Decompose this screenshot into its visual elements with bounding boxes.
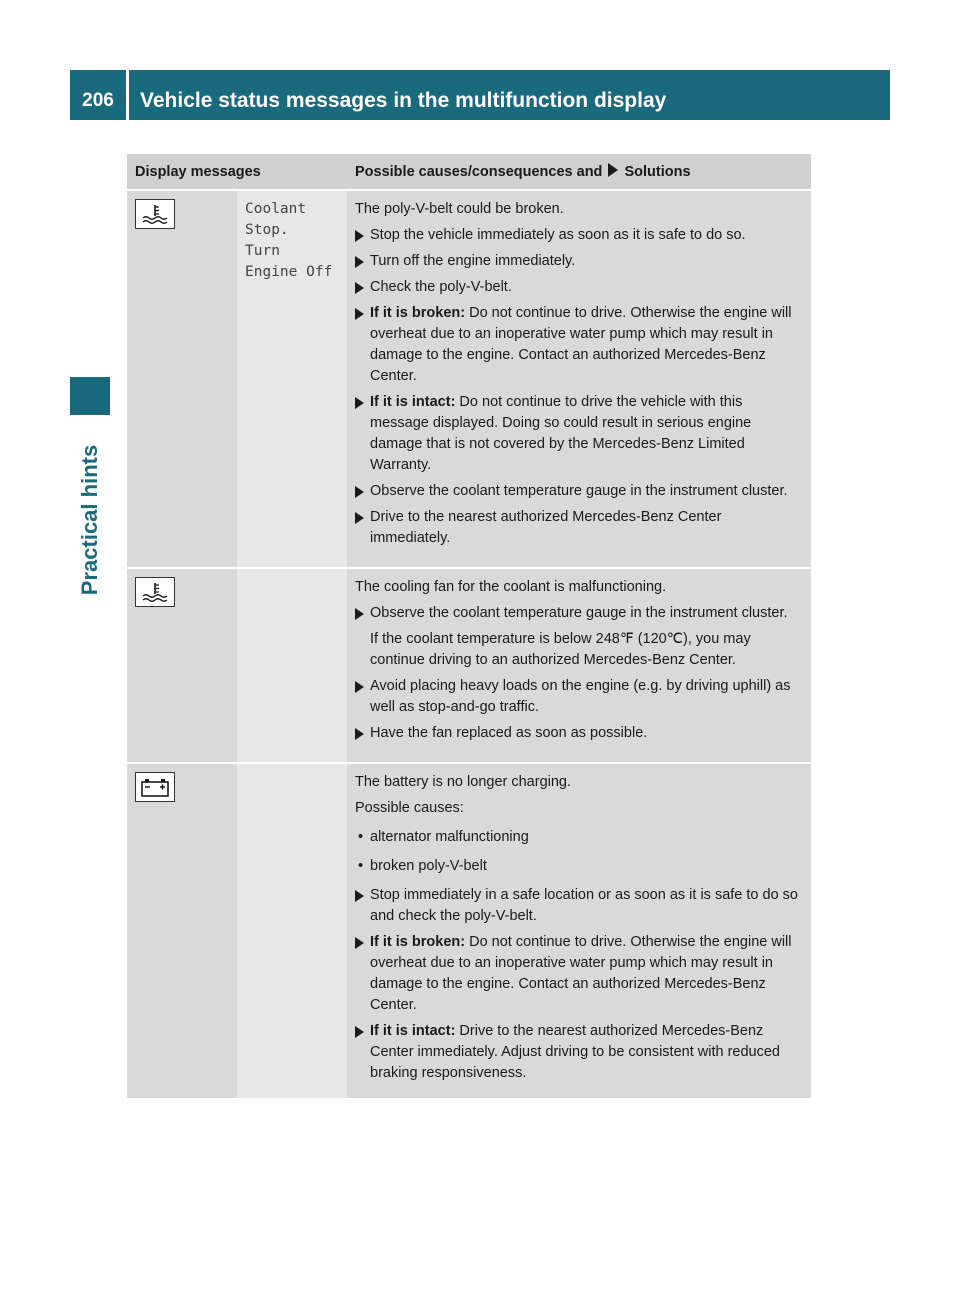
side-tab-label: Practical hints bbox=[77, 444, 103, 596]
cause-text: The poly-V-belt could be broken. bbox=[355, 201, 564, 217]
side-tab bbox=[70, 420, 110, 620]
solution-step: If it is intact: Drive to the nearest authorized Mercedes-Benz Center immediately. Adjust driving to be consistent with reduced braking responsiveness. bbox=[355, 1021, 803, 1084]
causes-label: Possible causes: bbox=[355, 800, 464, 816]
solution-cell bbox=[347, 190, 811, 568]
cause-bullet: • alternator malfunctioning bbox=[355, 827, 803, 848]
solution-step: If it is broken: Do not continue to drive. Otherwise the engine will overheat due to an inoperative water pump which may result in damage to the engine. Contact an authorized Mercedes-Benz Center. bbox=[355, 303, 803, 387]
solution-step: If it is broken: Do not continue to drive. Otherwise the engine will overheat due to an inoperative water pump which may result in damage to the engine. Contact an authorized Mercedes-Benz Center. bbox=[355, 932, 803, 1016]
arrow-icon bbox=[608, 163, 618, 177]
solution-step: If it is intact: Do not continue to drive the vehicle with this message displayed. Doing so could result in serious engine damage that is not covered by the Mercedes-Benz Limited Warranty. bbox=[355, 392, 803, 476]
message-cell bbox=[237, 190, 347, 568]
solution-cell bbox=[347, 568, 811, 763]
solution-step: Drive to the nearest authorized Mercedes-Benz Center immediately. bbox=[355, 507, 803, 549]
battery-icon bbox=[135, 772, 175, 802]
header-divider bbox=[126, 70, 129, 120]
icon-cell bbox=[127, 763, 237, 1098]
solution-step: Observe the coolant temperature gauge in the instrument cluster. bbox=[355, 603, 803, 624]
solution-step: Avoid placing heavy loads on the engine (e.g. by driving uphill) as well as stop-and-go traffic. bbox=[355, 676, 803, 718]
solution-step: Observe the coolant temperature gauge in the instrument cluster. bbox=[355, 481, 803, 502]
table-row bbox=[127, 568, 811, 763]
side-tab-marker bbox=[70, 377, 110, 415]
solution-step: Check the poly-V-belt. bbox=[355, 277, 803, 298]
table-row bbox=[127, 763, 811, 1098]
solution-step: Turn off the engine immediately. bbox=[355, 251, 803, 272]
header-solutions: Possible causes/consequences and Solutions bbox=[347, 154, 811, 190]
message-cell bbox=[237, 568, 347, 763]
table-header-row bbox=[127, 154, 811, 190]
solution-note: If the coolant temperature is below 248℉ (120℃), you may continue driving to an authorized Mercedes-Benz Center. bbox=[370, 631, 751, 668]
solution-step: Stop the vehicle immediately as soon as it is safe to do so. bbox=[355, 225, 803, 246]
cause-bullet: • broken poly-V-belt bbox=[355, 856, 803, 877]
table-row bbox=[127, 190, 811, 568]
solution-step: Stop immediately in a safe location or as soon as it is safe to do so and check the poly-V-belt. bbox=[355, 885, 803, 927]
message-cell bbox=[237, 763, 347, 1098]
cause-text: The battery is no longer charging. bbox=[355, 774, 572, 790]
header-display-messages: Display messages bbox=[127, 154, 347, 190]
display-message: Coolant Stop. Turn Engine Off bbox=[245, 201, 333, 280]
icon-cell bbox=[127, 190, 237, 568]
page-number: 206 bbox=[82, 90, 114, 111]
status-messages-table bbox=[127, 154, 811, 1098]
cause-text: The cooling fan for the coolant is malfunctioning. bbox=[355, 579, 667, 595]
coolant-temperature-icon bbox=[135, 199, 175, 229]
icon-cell bbox=[127, 568, 237, 763]
page-title: Vehicle status messages in the multifunction display bbox=[140, 89, 667, 112]
solution-cell bbox=[347, 763, 811, 1098]
coolant-temperature-icon bbox=[135, 577, 175, 607]
solution-step: Have the fan replaced as soon as possible. bbox=[355, 723, 803, 744]
